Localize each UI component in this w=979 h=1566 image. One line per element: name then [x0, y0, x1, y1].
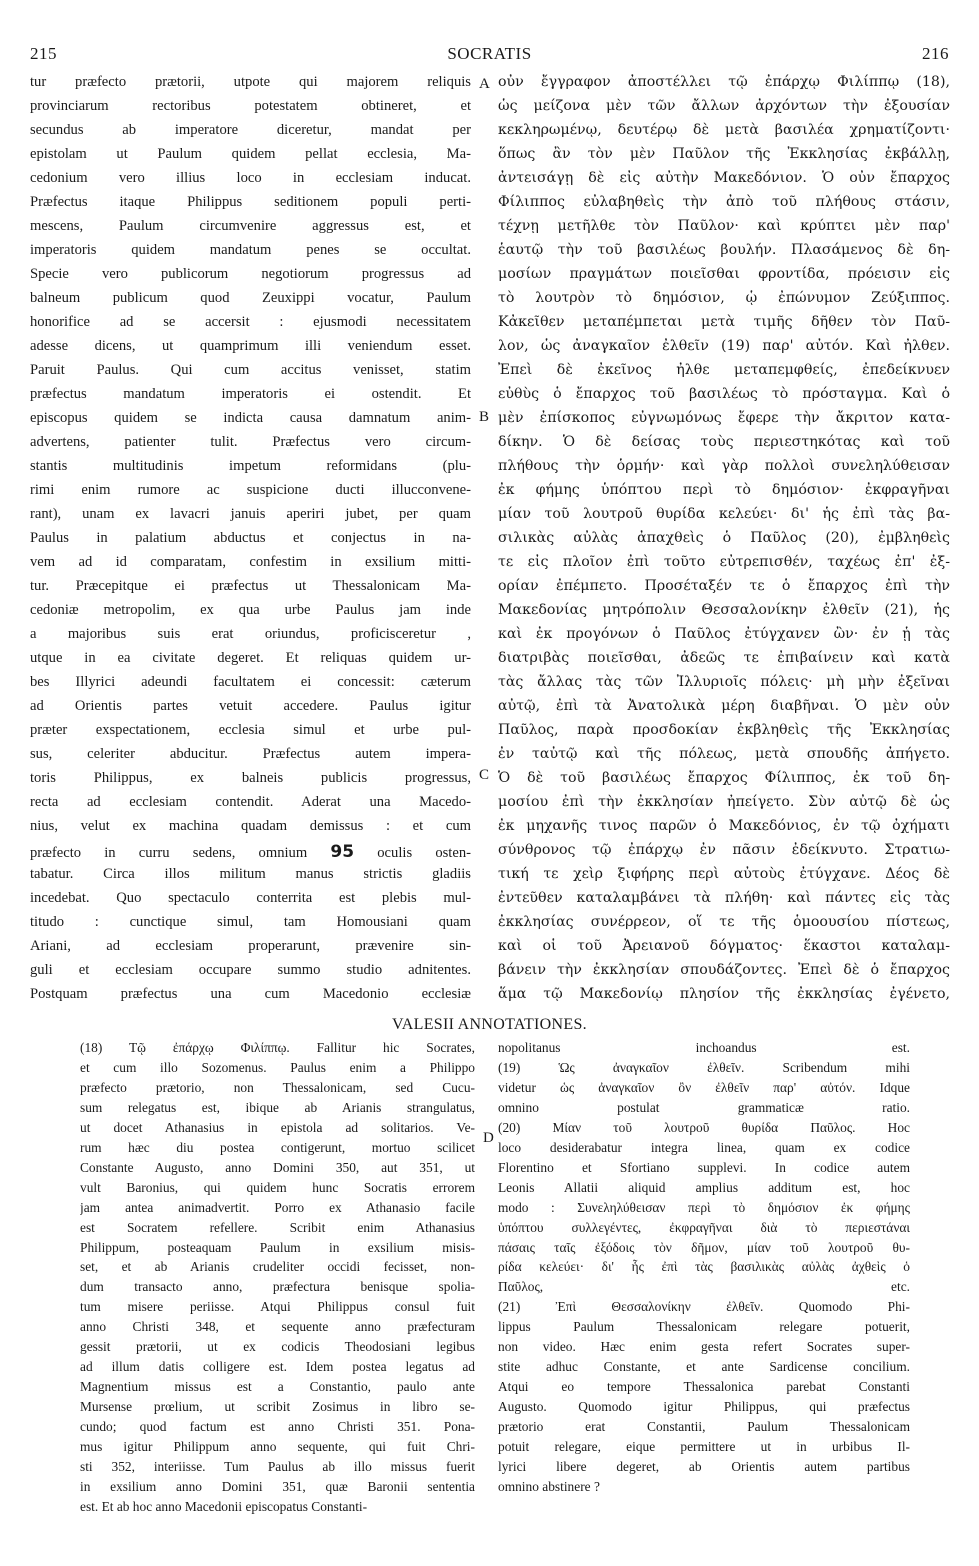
text-line: gessit prætorii, ut ex codicis Theodosiani legibus [80, 1339, 475, 1355]
text-line: (19) Ὡς ἀναγκαῖον ἐλθεῖν. Scribendum mihi [498, 1059, 910, 1075]
text-line: ὑπόπτου συλλεγέντες, ἐκφραγῆναι διὰ τὸ περιεστάναι [498, 1219, 910, 1235]
text-line: ut docet Athanasius in epistola ad solitarios. Ve- [80, 1119, 475, 1135]
text-line: Paruit Paulus. Qui cum accitus venisset, statim [30, 362, 471, 378]
annotations-left-column [80, 1040, 475, 1520]
text-line: Ὁ δὲ τοῦ βασιλέως ἔπαρχος Φίλιππος, ἐκ τοῦ δη- [498, 770, 950, 786]
text-line: Φίλιππος εὐλαβηθεὶς τὴν ἀπὸ τοῦ πλήθους στάσιν, [498, 194, 950, 210]
text-line: Philippum, posteaquam Paulum in exsilium misis- [80, 1239, 475, 1255]
text-line: κεκληρωμένῳ, δευτέρῳ δὲ μετὰ βασιλέα χρηματίζοντι· [498, 122, 950, 138]
text-line: provinciarum rectoribus potestatem obtineret, et [30, 98, 471, 114]
text-line: mescens, Paulum circumvenire aggressus est, et [30, 218, 471, 234]
text-line: prætorio erat Constantii, Paulum Thessalonicam [498, 1419, 910, 1435]
text-line: secundus ab imperatore diceretur, mandat per [30, 122, 471, 138]
text-line: τέχνῃ μετῆλθε τὸν Παῦλον· καὶ κρύπτει μὲν παρ' [498, 218, 950, 234]
text-line: cedoniæ metropolim, ex qua urbe Paulus jam inde [30, 602, 471, 618]
text-line: stite adhuc Constante, et ante Sardicense concilium. [498, 1359, 910, 1375]
text-line: πάσαις ταῖς ἐξόδοις τὸν δῆμον, μίαν τοῦ λουτροῦ θυ- [498, 1239, 910, 1255]
text-line: Magnentium missus est a Constantio, paulo ante [80, 1379, 475, 1395]
text-line: Atqui eo tempore Thessalonica parebat Constanti [498, 1379, 910, 1395]
text-line: vem ad id comparatam, confestim in exsilium mitti- [30, 554, 471, 570]
text-line: Leonis Allatii aliquid amplius additum est, hoc [498, 1179, 910, 1195]
text-line: Παῦλος, etc. [498, 1279, 910, 1295]
text-line: præfectus mandatum imperatoris ei ostendit. Et [30, 386, 471, 402]
text-line: ὡς μείζονα μὲν τῶν ἄλλων ἀρχόντων τὴν ἐξουσίαν [498, 98, 950, 114]
text-line: ὅπως ἂν τὸν μὲν Παῦλον τῆς Ἐκκλησίας ἐκβάλλῃ, [498, 146, 950, 162]
column-number: 95 [330, 842, 355, 862]
text-line: Ariani, ad ecclesiam properarunt, prævenire sin- [30, 938, 471, 954]
text-line: modo : Συνεληλύθεισαν περὶ τὸ δημόσιον ἐκ φήμης [498, 1199, 910, 1215]
text-line: lyrici libere degeret, ab Orientis autem partibus [498, 1458, 910, 1474]
text-line: est. Et ab hoc anno Macedonii episcopatus Constanti- [80, 1498, 368, 1514]
text-line: est Socratem refellere. Scribit enim Athanasius [80, 1219, 475, 1235]
text-line: titudo : cunctique simul, tam Homousiani quam [30, 914, 471, 930]
greek-text-column [498, 74, 950, 1014]
text-line: Παῦλος, παρὰ προσδοκίαν ἐκβληθεὶς τῆς Ἐκκλησίας [498, 722, 950, 738]
text-line: Specie vero publicorum negotiorum progressus ad [30, 266, 471, 282]
text-line: Κἀκεῖθεν μεταπέμπεται μετὰ τιμῆς δῆθεν τὸν Παῦ- [498, 314, 950, 330]
text-line: μοσίων πραγμάτων ποιεῖσθαι φροντίδα, πρόεισιν εἰς [498, 266, 950, 282]
text-line: anno Christi 348, et sequente anno præfecturam [80, 1319, 475, 1335]
right-page-number: 216 [922, 44, 949, 63]
text-line: δίκην. Ὁ δὲ δείσας τοὺς περιεστηκότας καὶ τοῦ [498, 434, 950, 450]
text-line: a majoribus suis erat oriundus, proficisceretur , [30, 626, 471, 642]
margin-letter-d: D [483, 1130, 494, 1146]
text-line: ἅμα τῷ Μακεδονίῳ πλησίον τῆς ἐκκλησίας ἐγένετο, [498, 986, 950, 1002]
text-line: ad illum datis colligere est. Idem postea legatus ad [80, 1359, 475, 1375]
text-line: Paulus in palatium abductus et conjectus in na- [30, 530, 471, 546]
text-line: dum transacto anno, præfectura benisque spolia- [80, 1279, 475, 1295]
text-line [30, 842, 471, 862]
text-line: nopolitanus inchoandus est. [498, 1040, 910, 1055]
annotations-title: VALESII ANNOTATIONES. [392, 1016, 587, 1033]
text-line: imperatoris quidem mandatum penes se occultat. [30, 242, 471, 258]
text-line: (18) Τῷ ἐπάρχῳ Φιλίππῳ. Fallitur hic Socrates, [80, 1040, 475, 1055]
text-line: epistolam ut Paulum quidem pellat ecclesia, Ma- [30, 146, 471, 162]
text-line: ἀντεισάγῃ δὲ εἰς αὐτὴν Μακεδόνιον. Ὁ οὖν ἔπαρχος [498, 170, 950, 186]
text-line: καὶ ἐκ προγόνων ὁ Παῦλος ἐτύγχανεν ὢν· ἐν ᾗ τὰς [498, 626, 950, 642]
text-line: οὖν ἔγγραφον ἀποστέλλει τῷ ἐπάρχῳ Φιλίππῳ (18), [498, 74, 950, 90]
text-line: utque in ea civitate degeret. Et reliquas quidem ur- [30, 650, 471, 666]
text-line: Constante Augusto, anno Domini 350, aut 351, ut [80, 1159, 475, 1175]
left-page-number: 215 [30, 44, 57, 63]
text-line-segment: oculis osten- [354, 845, 471, 861]
text-line: sti 352, interiisse. Tum Paulus ab illo missus fuerit [80, 1458, 475, 1474]
text-line: μοσίου ἐπὶ τὴν ἐκκλησίαν ἠπείγετο. Σὺν αὐτῷ δὲ ὡς [498, 794, 950, 810]
text-line: ἐντεῦθεν καταλαμβάνει τὰ πλήθη· καὶ πάντες εἰς τὰς [498, 890, 950, 906]
margin-letter-b: B [479, 409, 490, 425]
text-line: cundo; quod factum est anno Christi 351. Pona- [80, 1419, 475, 1435]
text-line: μίαν τοῦ λουτροῦ θυρίδα κελεύει· δι' ἧς ἐπὶ τὰς βα- [498, 506, 950, 522]
text-line: rum hæc diu postea contigerunt, mortuo scilicet [80, 1139, 475, 1155]
text-line: toris Philippus, ex balneis publicis progressus, [30, 770, 471, 786]
text-line: sus, celeriter abducitur. Præfectus autem impera- [30, 746, 471, 762]
text-line: set, et ab Arianis crudeliter occidi fecisset, non- [80, 1259, 475, 1275]
text-line: σύνθρονος τῷ ἐπάρχῳ ἐν πᾶσιν ἐδείκνυτο. Στρατιω- [498, 842, 950, 858]
text-line: Præfectus itaque Philippus seditionem populi perti- [30, 194, 471, 210]
text-line: λον, ὡς ἀναγκαῖον ἐλθεῖν (19) παρ' αὐτόν. Καὶ ἦλθεν. [498, 338, 950, 354]
text-line: ἐκ φήμης ὑπόπτου περὶ τὸ δημόσιον· ἐκφραγῆναι [498, 482, 950, 498]
running-title: SOCRATIS [447, 44, 532, 63]
text-line: εὐθὺς ὁ ἔπαρχος τοῦ βασιλέως τὸ πρόσταγμα. Καὶ ὁ [498, 386, 950, 402]
text-line: tum misere periisse. Atqui Philippus consul fuit [80, 1299, 475, 1315]
text-line: in exsilium anno Domini 351, quæ Baronii sententia [80, 1478, 475, 1494]
text-line: βάνειν τὴν ἐκκλησίαν σπουδάζοντες. Ἐπεὶ δὲ ὁ ἔπαρχος [498, 962, 950, 978]
text-line: τε εἰς πλοῖον ἐπὶ τοῦτο εὐτρεπισθέν, ταχέως ἐπ' ἐξ- [498, 554, 950, 570]
text-line: σιλικὰς αὐλὰς ἀπαχθεὶς ὁ Παῦλος (20), ἐμβληθεὶς [498, 530, 950, 546]
text-line: potuit relegare, eique permittere ut in urbibus Il- [498, 1439, 910, 1454]
text-line: ἐκ μηχανῆς τινος παρῶν ὁ Μακεδόνιος, ἐν τῷ ὀχήματι [498, 818, 950, 834]
text-line: Mursense prœlium, ut scribit Zosimus in libro se- [80, 1399, 475, 1415]
text-line: præfecto prætorio, non Thessalonicam, sed Cucu- [80, 1079, 475, 1095]
annotations-right-column [498, 1040, 910, 1520]
text-line: Ἐπεὶ δὲ ἐκεῖνος ἦλθε μεταπεμφθείς, ἐπεδείκνυεν [498, 362, 950, 378]
text-line: τὸ λουτρὸν τὸ δημόσιον, ᾧ ἐπώνυμον Ζεύξιππος. [498, 290, 950, 306]
text-line: αὐτῷ, ἐπὶ τὰ Ἀνατολικὰ μέρη διαβῆναι. Ὁ μὲν οὖν [498, 698, 950, 714]
text-line: bes Illyrici adeundi facultatem ei concessit: cæterum [30, 674, 471, 690]
text-line: advertens, patienter tulit. Præfectus vero circum- [30, 434, 471, 450]
text-line: omnino postulat grammaticæ ratio. [498, 1099, 910, 1115]
text-line: ἐκκλησίας συνέρρεον, οἵ τε τῆς ὁμοουσίου πίστεως, [498, 914, 950, 930]
text-line: ἐν ταὐτῷ καὶ τῆς πόλεως, μετὰ σπουδῆς ἀπήγετο. [498, 746, 950, 762]
text-line: guli et ecclesiam occupare summo studio adnitentes. [30, 962, 471, 978]
margin-letter-a: A [479, 76, 490, 92]
text-line: καὶ οἱ τοῦ Ἀρειανοῦ δόγματος· ἕκαστοι καταλαμ- [498, 938, 950, 954]
text-line: διατριβὰς ποιεῖσθαι, ἀδεῶς τε ἐπιβαίνειν καὶ κατὰ [498, 650, 950, 666]
text-line: adesse dicens, ut quamprimum illi veniendum esset. [30, 338, 471, 354]
text-line: videtur ὡς ἀναγκαῖον ὂν ἐλθεῖν παρ' αὐτόν. Idque [498, 1079, 910, 1095]
text-line: (21) Ἐπὶ Θεσσαλονίκην ἐλθεῖν. Quomodo Phi- [498, 1299, 910, 1315]
text-line: ad Orientis partes vetuit accedere. Paulus igitur [30, 698, 471, 714]
text-line: mus igitur Philippum anno sequente, qui fuit Chri- [80, 1439, 475, 1454]
latin-text-column [30, 74, 471, 1014]
text-line: τική τε χεὶρ ξιφήρης περὶ αὐτοὺς ἐτύγχανε. Δέος δὲ [498, 866, 950, 882]
text-line: stantis multitudinis impetum reformidans (plu- [30, 458, 471, 474]
text-line: non video. Hæc enim gesta refert Socrates super- [498, 1339, 910, 1355]
text-line: cedonium vero illius loco in ecclesiam inducat. [30, 170, 471, 186]
text-line: rant), unam ex lavacri januis aperiri jubet, per quam [30, 506, 471, 522]
text-line: πλήθους τὴν ὁρμήν· καὶ γὰρ πολλοὶ συνεληλύθεισαν [498, 458, 950, 474]
text-line: ρίδα κελεύει· δι' ἧς ἐπὶ τὰς βασιλικὰς αὐλὰς ἀχθεὶς ὁ [498, 1259, 910, 1275]
text-line: honorifice ad se accersit : ejusmodi necessitatem [30, 314, 471, 330]
text-line: nius, velut ex machina quadam demissus : et cum [30, 818, 471, 834]
text-line: lippus Paulum Thessalonicam relegare potuerit, [498, 1319, 910, 1335]
text-line: sum relegatus est, ibique ab Arianis strangulatus, [80, 1099, 475, 1115]
text-line: omnino abstinere ? [498, 1478, 600, 1494]
margin-letter-c: C [479, 767, 490, 783]
text-line: loco desiderabatur integra linea, quam ex codice [498, 1139, 910, 1155]
text-line: Augusto. Quomodo igitur Philippus, qui præfectus [498, 1399, 910, 1415]
text-line-segment: præfecto in curru sedens, omnium [30, 845, 331, 861]
text-line: (20) Μίαν τοῦ λουτροῦ θυρίδα Παῦλος. Hoc [498, 1119, 910, 1135]
text-line: Postquam præfectus una cum Macedonio ecclesiæ [30, 986, 471, 1002]
text-line: Florentino et Sfortiano supplevi. In codice autem [498, 1159, 910, 1175]
text-line: præter exspectationem, ecclesia simul et urbe pul- [30, 722, 471, 738]
text-line: jam antea animadvertit. Porro ex Athanasio facile [80, 1199, 475, 1215]
text-line: tabatur. Circa illos militum manus strictis gladiis [30, 866, 471, 882]
text-line: μὲν ἐπίσκοπος εὐγνωμόνως ἔφερε τὴν ἄκριτον κατα- [498, 410, 950, 426]
text-line: tur. Præcepitque ei præfectus ut Thessalonicam Ma- [30, 578, 471, 594]
text-line: et cum illo Sozomenus. Paulus enim a Philippo [80, 1059, 475, 1075]
text-line: rimi enim rumore ac suspicione ducti illucconvene- [30, 482, 471, 498]
text-line: Μακεδονίας μητρόπολιν Θεσσαλονίκην ἐλθεῖν (21), ἧς [498, 602, 950, 618]
text-line: tur præfecto prætorii, utpote qui majorem reliquis [30, 74, 471, 90]
text-line: τὰς ἄλλας τὰς τῶν Ἰλλυριοῖς πόλεις· μὴ μὴν ἐξεῖναι [498, 674, 950, 690]
text-line: recta ad ecclesiam contendit. Aderat una Macedo- [30, 794, 471, 810]
text-line: ἑαυτῷ τὴν τοῦ βασιλέως βουλήν. Πλασάμενος δὲ δη- [498, 242, 950, 258]
text-line: episcopus quidem se indicta causa damnatum anim- [30, 410, 471, 426]
text-line: ορίαν ἐπέμπετο. Προσέταξέν τε ὁ ἔπαρχος ἐπὶ τὴν [498, 578, 950, 594]
text-line: vult Baronius, qui quidem hunc Socratis errorem [80, 1179, 475, 1195]
text-line: incedebat. Quo spectaculo conterrita est plebis mul- [30, 890, 471, 906]
text-line: balneum publicum quod Zeuxippi vocatur, Paulum [30, 290, 471, 306]
